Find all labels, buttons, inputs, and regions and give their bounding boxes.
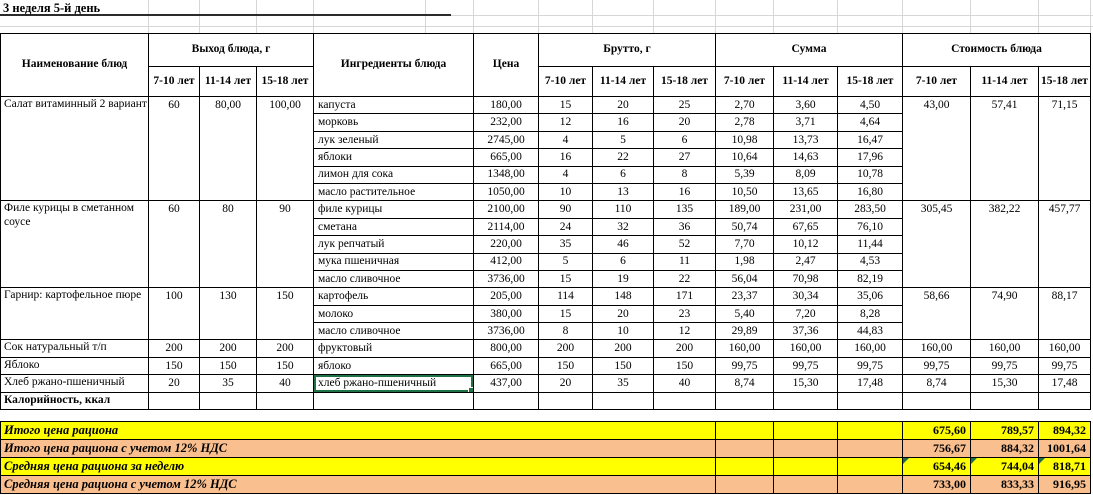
sheet-gridline bbox=[451, 15, 1093, 16]
cell-cost[interactable]: 305,45 bbox=[903, 201, 971, 288]
cell-price[interactable]: 1050,00 bbox=[474, 183, 539, 200]
cell-sum[interactable]: 10,12 bbox=[774, 236, 838, 253]
sheet-gridline bbox=[592, 0, 593, 33]
table-row bbox=[1, 288, 1091, 305]
cell-sum[interactable]: 82,19 bbox=[838, 270, 903, 287]
cell-sum[interactable]: 29,89 bbox=[716, 323, 774, 340]
cell-sum[interactable]: 13,73 bbox=[774, 131, 838, 148]
cell-summary-value[interactable]: 756,67 bbox=[903, 440, 971, 458]
cell-sum[interactable]: 2,70 bbox=[716, 97, 774, 114]
header-age-group[interactable]: 15-18 лет bbox=[838, 67, 903, 97]
cell-sum[interactable]: 4,50 bbox=[838, 97, 903, 114]
cell-gross[interactable] bbox=[654, 392, 716, 409]
cell-cost[interactable] bbox=[971, 392, 1039, 409]
cell-cost[interactable]: 17,48 bbox=[1039, 375, 1091, 392]
sheet-gridline bbox=[538, 0, 539, 33]
cell-gross[interactable]: 20 bbox=[593, 305, 654, 322]
cell-cost[interactable]: 160,00 bbox=[971, 340, 1039, 357]
header-price[interactable]: Цена bbox=[474, 34, 539, 97]
cell-ingredient[interactable] bbox=[314, 392, 474, 409]
cell-ingredient[interactable]: масло растительное bbox=[314, 183, 474, 200]
cell-gross[interactable]: 16 bbox=[654, 183, 716, 200]
cell-cost[interactable]: 160,00 bbox=[1039, 340, 1091, 357]
cell-sum[interactable]: 16,80 bbox=[838, 183, 903, 200]
cell-gross[interactable]: 6 bbox=[593, 253, 654, 270]
sheet-gridline bbox=[425, 0, 426, 33]
cell-sum[interactable]: 8,74 bbox=[716, 375, 774, 392]
cell-sum[interactable]: 4,64 bbox=[838, 114, 903, 131]
cell-gross[interactable]: 46 bbox=[593, 236, 654, 253]
sheet-gridline bbox=[902, 0, 903, 33]
cell-sum[interactable]: 17,96 bbox=[838, 149, 903, 166]
cell-summary-empty[interactable] bbox=[716, 458, 774, 476]
cell-price[interactable]: 220,00 bbox=[474, 236, 539, 253]
cell-price[interactable]: 1348,00 bbox=[474, 166, 539, 183]
summary-row bbox=[1, 422, 1091, 440]
sheet-gridline bbox=[837, 0, 838, 33]
cell-dish-name[interactable]: Гарнир: картофельное пюре bbox=[1, 288, 149, 340]
cell-summary-value[interactable]: 884,32 bbox=[971, 440, 1039, 458]
selected-cell[interactable]: хлеб ржано-пшеничный bbox=[314, 375, 474, 392]
cell-gross[interactable]: 200 bbox=[539, 340, 593, 357]
cell-gross[interactable]: 16 bbox=[539, 149, 593, 166]
cell-sum[interactable]: 8,28 bbox=[838, 305, 903, 322]
cell-ingredient[interactable]: яблоко bbox=[314, 357, 474, 374]
cell-output[interactable]: 80 bbox=[200, 201, 257, 288]
cell-output[interactable]: 60 bbox=[149, 201, 200, 288]
header-age-group[interactable]: 11-14 лет bbox=[971, 67, 1039, 97]
cell-ingredient[interactable]: филе курицы bbox=[314, 201, 474, 218]
cell-cost[interactable]: 58,66 bbox=[903, 288, 971, 340]
cell-output[interactable]: 150 bbox=[149, 357, 200, 374]
cell-sum[interactable]: 160,00 bbox=[716, 340, 774, 357]
cell-summary-empty[interactable] bbox=[716, 476, 774, 494]
cell-ingredient[interactable]: морковь bbox=[314, 114, 474, 131]
cell-gross[interactable]: 20 bbox=[593, 97, 654, 114]
cell-sum[interactable]: 99,75 bbox=[838, 357, 903, 374]
cell-summary-value[interactable]: 916,95 bbox=[1039, 476, 1091, 494]
cell-sum[interactable]: 160,00 bbox=[838, 340, 903, 357]
sheet-gridline bbox=[773, 0, 774, 33]
cell-sum[interactable]: 2,47 bbox=[774, 253, 838, 270]
summary-row bbox=[1, 440, 1091, 458]
cell-sum[interactable]: 160,00 bbox=[774, 340, 838, 357]
cell-output[interactable]: 130 bbox=[200, 288, 257, 340]
cell-cost[interactable]: 382,22 bbox=[971, 201, 1039, 288]
cell-cost[interactable]: 457,77 bbox=[1039, 201, 1091, 288]
header-sum[interactable]: Сумма bbox=[716, 34, 903, 67]
table-row bbox=[1, 357, 1091, 374]
cell-output[interactable] bbox=[149, 392, 200, 409]
cell-cost[interactable]: 160,00 bbox=[903, 340, 971, 357]
cell-summary-empty[interactable] bbox=[774, 422, 838, 440]
cell-sum[interactable]: 189,00 bbox=[716, 201, 774, 218]
header-age-group[interactable]: 15-18 лет bbox=[257, 67, 314, 97]
header-ingredients[interactable]: Ингредиенты блюда bbox=[314, 34, 474, 97]
cell-gross[interactable]: 12 bbox=[654, 323, 716, 340]
cell-price[interactable]: 232,00 bbox=[474, 114, 539, 131]
cell-gross[interactable]: 200 bbox=[654, 340, 716, 357]
cell-ingredient[interactable]: фруктовый bbox=[314, 340, 474, 357]
cell-sum[interactable]: 30,34 bbox=[774, 288, 838, 305]
header-age-group[interactable]: 15-18 лет bbox=[654, 67, 716, 97]
cell-price[interactable]: 380,00 bbox=[474, 305, 539, 322]
header-age-group[interactable]: 11-14 лет bbox=[774, 67, 838, 97]
cell-cost[interactable]: 74,90 bbox=[971, 288, 1039, 340]
sheet-gridline bbox=[0, 26, 1093, 27]
cell-price[interactable]: 2745,00 bbox=[474, 131, 539, 148]
cell-sum[interactable]: 5,39 bbox=[716, 166, 774, 183]
cell-sum[interactable]: 10,78 bbox=[838, 166, 903, 183]
cell-sum[interactable]: 3,71 bbox=[774, 114, 838, 131]
cell-gross[interactable]: 13 bbox=[593, 183, 654, 200]
cell-gross[interactable]: 4 bbox=[539, 166, 593, 183]
cell-output[interactable]: 60 bbox=[149, 97, 200, 201]
cell-ingredient[interactable]: яблоки bbox=[314, 149, 474, 166]
cell-sum[interactable]: 99,75 bbox=[716, 357, 774, 374]
cell-sum[interactable]: 16,47 bbox=[838, 131, 903, 148]
cell-gross[interactable]: 27 bbox=[654, 149, 716, 166]
cell-cost[interactable]: 71,15 bbox=[1039, 97, 1091, 201]
cell-gross[interactable]: 12 bbox=[539, 114, 593, 131]
cell-sum[interactable]: 17,48 bbox=[838, 375, 903, 392]
cell-dish-name[interactable]: Салат витаминный 2 вариант bbox=[1, 97, 149, 201]
cell-sum[interactable]: 10,98 bbox=[716, 131, 774, 148]
cell-price[interactable]: 665,00 bbox=[474, 149, 539, 166]
header-dish-name[interactable]: Наименование блюд bbox=[1, 34, 149, 97]
cell-output[interactable]: 100,00 bbox=[257, 97, 314, 201]
cell-ingredient[interactable]: сметана bbox=[314, 218, 474, 235]
cell-sum[interactable]: 283,50 bbox=[838, 201, 903, 218]
cell-output[interactable]: 90 bbox=[257, 201, 314, 288]
header-age-group[interactable]: 11-14 лет bbox=[200, 67, 257, 97]
cell-output[interactable]: 20 bbox=[149, 375, 200, 392]
cell-summary-empty[interactable] bbox=[838, 440, 903, 458]
cell-gross[interactable]: 15 bbox=[539, 305, 593, 322]
cell-output[interactable]: 150 bbox=[257, 288, 314, 340]
cell-gross[interactable]: 19 bbox=[593, 270, 654, 287]
cell-price[interactable]: 180,00 bbox=[474, 97, 539, 114]
dish-table bbox=[0, 33, 1091, 410]
cell-sum[interactable]: 4,53 bbox=[838, 253, 903, 270]
cell-gross[interactable]: 11 bbox=[654, 253, 716, 270]
cell-sum[interactable]: 37,36 bbox=[774, 323, 838, 340]
cell-sum[interactable]: 14,63 bbox=[774, 149, 838, 166]
cell-cost[interactable]: 88,17 bbox=[1039, 288, 1091, 340]
header-gross[interactable]: Брутто, г bbox=[539, 34, 716, 67]
cell-sum[interactable]: 11,44 bbox=[838, 236, 903, 253]
cell-cost[interactable]: 99,75 bbox=[1039, 357, 1091, 374]
cell-sum[interactable] bbox=[716, 392, 774, 409]
cell-summary-value[interactable]: 675,60 bbox=[903, 422, 971, 440]
cell-gross[interactable]: 5 bbox=[593, 131, 654, 148]
cell-cost[interactable]: 99,75 bbox=[903, 357, 971, 374]
sheet-gridline bbox=[653, 0, 654, 33]
sheet-gridline bbox=[715, 0, 716, 33]
cell-summary-value[interactable]: 1001,64 bbox=[1039, 440, 1091, 458]
fill-handle[interactable] bbox=[468, 387, 474, 393]
cell-sum[interactable] bbox=[774, 392, 838, 409]
cell-gross[interactable]: 10 bbox=[593, 323, 654, 340]
error-indicator-icon bbox=[971, 458, 977, 464]
cell-summary-value[interactable]: 654,46 bbox=[903, 458, 971, 476]
cell-summary-empty[interactable] bbox=[716, 422, 774, 440]
summary-row bbox=[1, 458, 1091, 476]
cell-gross[interactable]: 35 bbox=[593, 375, 654, 392]
cell-gross[interactable]: 35 bbox=[539, 236, 593, 253]
cell-dish-name[interactable]: Филе курицы в сметанном соусе bbox=[1, 201, 149, 288]
cell-summary-value[interactable]: 818,71 bbox=[1039, 458, 1091, 476]
cell-gross[interactable] bbox=[539, 392, 593, 409]
cell-cost[interactable]: 99,75 bbox=[971, 357, 1039, 374]
sheet-gridline bbox=[256, 0, 257, 33]
cell-output[interactable]: 200 bbox=[200, 340, 257, 357]
cell-price[interactable]: 2114,00 bbox=[474, 218, 539, 235]
cell-summary-empty[interactable] bbox=[838, 476, 903, 494]
cell-sum[interactable]: 10,50 bbox=[716, 183, 774, 200]
cell-gross[interactable]: 24 bbox=[539, 218, 593, 235]
cell-price[interactable]: 665,00 bbox=[474, 357, 539, 374]
cell-gross[interactable]: 15 bbox=[539, 270, 593, 287]
table-row bbox=[1, 392, 1091, 409]
cell-gross[interactable]: 8 bbox=[654, 166, 716, 183]
cell-output[interactable] bbox=[257, 392, 314, 409]
cell-output[interactable]: 150 bbox=[200, 357, 257, 374]
cell-gross[interactable]: 32 bbox=[593, 218, 654, 235]
cell-sum[interactable]: 7,20 bbox=[774, 305, 838, 322]
cell-ingredient[interactable]: масло сливочное bbox=[314, 270, 474, 287]
cell-output[interactable]: 200 bbox=[257, 340, 314, 357]
cell-gross[interactable]: 52 bbox=[654, 236, 716, 253]
cell-summary-empty[interactable] bbox=[716, 440, 774, 458]
cell-sum[interactable]: 5,40 bbox=[716, 305, 774, 322]
cell-output[interactable]: 150 bbox=[257, 357, 314, 374]
cell-price[interactable]: 3736,00 bbox=[474, 323, 539, 340]
sheet-gridline bbox=[199, 0, 200, 33]
cell-gross[interactable]: 36 bbox=[654, 218, 716, 235]
cell-gross[interactable]: 40 bbox=[654, 375, 716, 392]
table-row bbox=[1, 375, 1091, 392]
cell-gross[interactable]: 22 bbox=[593, 149, 654, 166]
cell-gross[interactable]: 171 bbox=[654, 288, 716, 305]
cell-gross[interactable]: 20 bbox=[654, 114, 716, 131]
error-indicator-icon bbox=[1039, 458, 1045, 464]
cell-dish-name[interactable]: Яблоко bbox=[1, 357, 149, 374]
cell-gross[interactable]: 8 bbox=[539, 323, 593, 340]
cell-gross[interactable]: 148 bbox=[593, 288, 654, 305]
cell-gross[interactable]: 114 bbox=[539, 288, 593, 305]
table-row bbox=[1, 97, 1091, 114]
cell-gross[interactable]: 110 bbox=[593, 201, 654, 218]
cell-ingredient[interactable]: картофель bbox=[314, 288, 474, 305]
cell-summary-empty[interactable] bbox=[774, 458, 838, 476]
sheet-gridline bbox=[970, 0, 971, 33]
cell-gross[interactable]: 16 bbox=[593, 114, 654, 131]
cell-cost[interactable] bbox=[903, 392, 971, 409]
cell-cost[interactable]: 43,00 bbox=[903, 97, 971, 201]
cell-sum[interactable]: 70,98 bbox=[774, 270, 838, 287]
cell-price[interactable]: 800,00 bbox=[474, 340, 539, 357]
cell-gross[interactable]: 20 bbox=[539, 375, 593, 392]
cell-sum[interactable]: 7,70 bbox=[716, 236, 774, 253]
cell-gross[interactable] bbox=[593, 392, 654, 409]
cell-summary-value[interactable]: 744,04 bbox=[971, 458, 1039, 476]
cell-gross[interactable]: 5 bbox=[539, 253, 593, 270]
sheet-title[interactable]: 3 неделя 5-й день bbox=[3, 1, 101, 15]
sheet-gridline bbox=[1038, 0, 1039, 33]
cell-dish-name[interactable]: Сок натуральный т/п bbox=[1, 340, 149, 357]
cell-gross[interactable]: 23 bbox=[654, 305, 716, 322]
cell-sum[interactable]: 3,60 bbox=[774, 97, 838, 114]
header-cost[interactable]: Стоимость блюда bbox=[903, 34, 1091, 67]
cell-sum[interactable]: 8,09 bbox=[774, 166, 838, 183]
cell-summary-value[interactable]: 894,32 bbox=[1039, 422, 1091, 440]
cell-summary-label[interactable]: Итого цена рациона с учетом 12% НДС bbox=[1, 440, 716, 458]
cell-output[interactable] bbox=[200, 392, 257, 409]
cell-gross[interactable]: 25 bbox=[654, 97, 716, 114]
header-age-group[interactable]: 7-10 лет bbox=[716, 67, 774, 97]
cell-dish-name[interactable]: Калорийность, ккал bbox=[1, 392, 149, 409]
cell-output[interactable]: 35 bbox=[200, 375, 257, 392]
header-age-group[interactable]: 7-10 лет bbox=[149, 67, 200, 97]
header-age-group[interactable]: 7-10 лет bbox=[903, 67, 971, 97]
cell-sum[interactable]: 67,65 bbox=[774, 218, 838, 235]
cell-price[interactable]: 412,00 bbox=[474, 253, 539, 270]
cell-cost[interactable] bbox=[1039, 392, 1091, 409]
cell-gross[interactable]: 10 bbox=[539, 183, 593, 200]
header-age-group[interactable]: 15-18 лет bbox=[1039, 67, 1091, 97]
cell-gross[interactable]: 150 bbox=[654, 357, 716, 374]
cell-summary-value[interactable]: 789,57 bbox=[971, 422, 1039, 440]
cell-gross[interactable]: 15 bbox=[539, 97, 593, 114]
cell-gross[interactable]: 6 bbox=[593, 166, 654, 183]
cell-gross[interactable]: 150 bbox=[593, 357, 654, 374]
cell-gross[interactable]: 90 bbox=[539, 201, 593, 218]
cell-sum[interactable]: 15,30 bbox=[774, 375, 838, 392]
cell-cost[interactable]: 8,74 bbox=[903, 375, 971, 392]
cell-summary-empty[interactable] bbox=[838, 458, 903, 476]
cell-price[interactable] bbox=[474, 392, 539, 409]
cell-price[interactable]: 205,00 bbox=[474, 288, 539, 305]
cell-summary-empty[interactable] bbox=[774, 476, 838, 494]
cell-output[interactable]: 100 bbox=[149, 288, 200, 340]
cell-gross[interactable]: 4 bbox=[539, 131, 593, 148]
header-age-group[interactable]: 7-10 лет bbox=[539, 67, 593, 97]
cell-cost[interactable]: 57,41 bbox=[971, 97, 1039, 201]
sheet-gridline bbox=[313, 0, 314, 33]
cell-summary-label[interactable]: Итого цена рациона bbox=[1, 422, 716, 440]
cell-price[interactable]: 3736,00 bbox=[474, 270, 539, 287]
header-output[interactable]: Выход блюда, г bbox=[149, 34, 314, 67]
cell-sum[interactable] bbox=[838, 392, 903, 409]
table-row bbox=[1, 201, 1091, 218]
cell-ingredient[interactable]: молоко bbox=[314, 305, 474, 322]
cell-cost[interactable]: 15,30 bbox=[971, 375, 1039, 392]
cell-gross[interactable]: 200 bbox=[593, 340, 654, 357]
summary-row bbox=[1, 476, 1091, 494]
cell-sum[interactable]: 99,75 bbox=[774, 357, 838, 374]
cell-sum[interactable]: 56,04 bbox=[716, 270, 774, 287]
cell-sum[interactable]: 231,00 bbox=[774, 201, 838, 218]
cell-ingredient[interactable]: лук зеленый bbox=[314, 131, 474, 148]
cell-summary-label[interactable]: Средняя цена рациона за неделю bbox=[1, 458, 716, 476]
cell-dish-name[interactable]: Хлеб ржано-пшеничный bbox=[1, 375, 149, 392]
cell-sum[interactable]: 23,37 bbox=[716, 288, 774, 305]
cell-ingredient[interactable]: капуста bbox=[314, 97, 474, 114]
cell-summary-value[interactable]: 733,00 bbox=[903, 476, 971, 494]
cell-gross[interactable]: 150 bbox=[539, 357, 593, 374]
cell-price[interactable]: 437,00 bbox=[474, 375, 539, 392]
cell-sum[interactable]: 2,78 bbox=[716, 114, 774, 131]
cell-ingredient[interactable]: лимон для сока bbox=[314, 166, 474, 183]
cell-sum[interactable]: 76,10 bbox=[838, 218, 903, 235]
cell-output[interactable]: 80,00 bbox=[200, 97, 257, 201]
summary-table bbox=[0, 421, 1091, 494]
header-age-group[interactable]: 11-14 лет bbox=[593, 67, 654, 97]
cell-summary-empty[interactable] bbox=[774, 440, 838, 458]
cell-summary-empty[interactable] bbox=[838, 422, 903, 440]
cell-sum[interactable]: 13,65 bbox=[774, 183, 838, 200]
cell-gross[interactable]: 22 bbox=[654, 270, 716, 287]
cell-ingredient[interactable]: мука пшеничная bbox=[314, 253, 474, 270]
cell-sum[interactable]: 35,06 bbox=[838, 288, 903, 305]
table-row bbox=[1, 340, 1091, 357]
cell-ingredient[interactable]: лук репчатый bbox=[314, 236, 474, 253]
error-indicator-icon bbox=[903, 458, 909, 464]
cell-ingredient[interactable]: масло сливочное bbox=[314, 323, 474, 340]
cell-summary-label[interactable]: Средняя цена рациона с учетом 12% НДС bbox=[1, 476, 716, 494]
cell-gross[interactable]: 135 bbox=[654, 201, 716, 218]
cell-output[interactable]: 200 bbox=[149, 340, 200, 357]
cell-sum[interactable]: 1,98 bbox=[716, 253, 774, 270]
cell-sum[interactable]: 44,83 bbox=[838, 323, 903, 340]
cell-output[interactable]: 40 bbox=[257, 375, 314, 392]
sheet-gridline bbox=[1090, 0, 1091, 33]
cell-gross[interactable]: 6 bbox=[654, 131, 716, 148]
cell-summary-value[interactable]: 833,33 bbox=[971, 476, 1039, 494]
cell-sum[interactable]: 50,74 bbox=[716, 218, 774, 235]
sheet-gridline bbox=[148, 0, 149, 33]
cell-sum[interactable]: 10,64 bbox=[716, 149, 774, 166]
sheet-gridline bbox=[473, 0, 474, 33]
cell-price[interactable]: 2100,00 bbox=[474, 201, 539, 218]
